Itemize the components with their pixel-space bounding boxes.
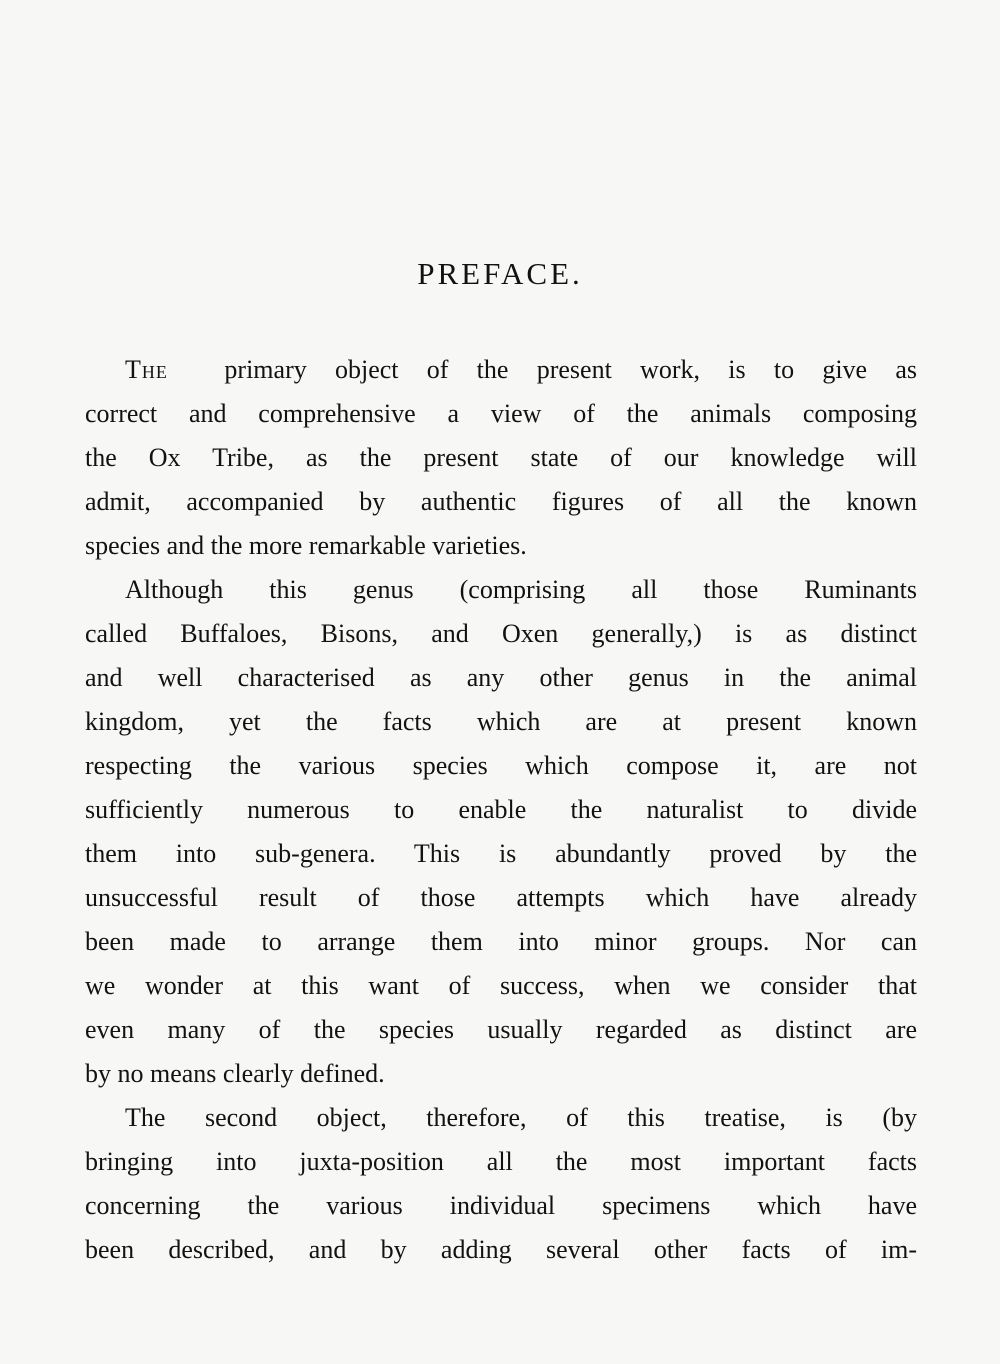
text-line: kingdom, yet the facts which are at present known: [85, 707, 917, 736]
paragraph-1: [85, 348, 917, 568]
text-line: respecting the various species which compose it, are not: [85, 751, 917, 780]
text-line: concerning the various individual specimens which have: [85, 1191, 917, 1220]
paragraph-3: [85, 1096, 917, 1272]
text-line: called Buffaloes, Bisons, and Oxen generally,) is as distinct: [85, 619, 917, 648]
text-line: been described, and by adding several other facts of im-: [85, 1235, 917, 1264]
text-line: correct and comprehensive a view of the animals composing: [85, 399, 917, 428]
text-line: admit, accompanied by authentic figures of all the known: [85, 487, 917, 516]
text-line: sufficiently numerous to enable the naturalist to divide: [85, 795, 917, 824]
small-caps-lead: The: [125, 355, 168, 384]
paragraph-2: [85, 568, 917, 1096]
text-line: Although this genus (comprising all those Ruminants: [125, 575, 917, 604]
text-line: the Ox Tribe, as the present state of our knowledge will: [85, 443, 917, 472]
text-line: been made to arrange them into minor groups. Nor can: [85, 927, 917, 956]
text-line: we wonder at this want of success, when we consider that: [85, 971, 917, 1000]
text-line: The primary object of the present work, is to give as: [125, 355, 918, 384]
text-line: bringing into juxta-position all the most important facts: [85, 1147, 917, 1176]
text-line: by no means clearly defined.: [85, 1059, 385, 1088]
text-line: and well characterised as any other genus in the animal: [85, 663, 917, 692]
text-line: them into sub-genera. This is abundantly proved by the: [85, 839, 917, 868]
page-title: PREFACE.: [417, 256, 583, 291]
text-line: species and the more remarkable varieties.: [85, 531, 527, 560]
text-line: The second object, therefore, of this treatise, is (by: [125, 1103, 917, 1132]
text-line: unsuccessful result of those attempts which have already: [85, 883, 917, 912]
text-line: even many of the species usually regarded as distinct are: [85, 1015, 917, 1044]
body-text: [85, 348, 917, 1272]
